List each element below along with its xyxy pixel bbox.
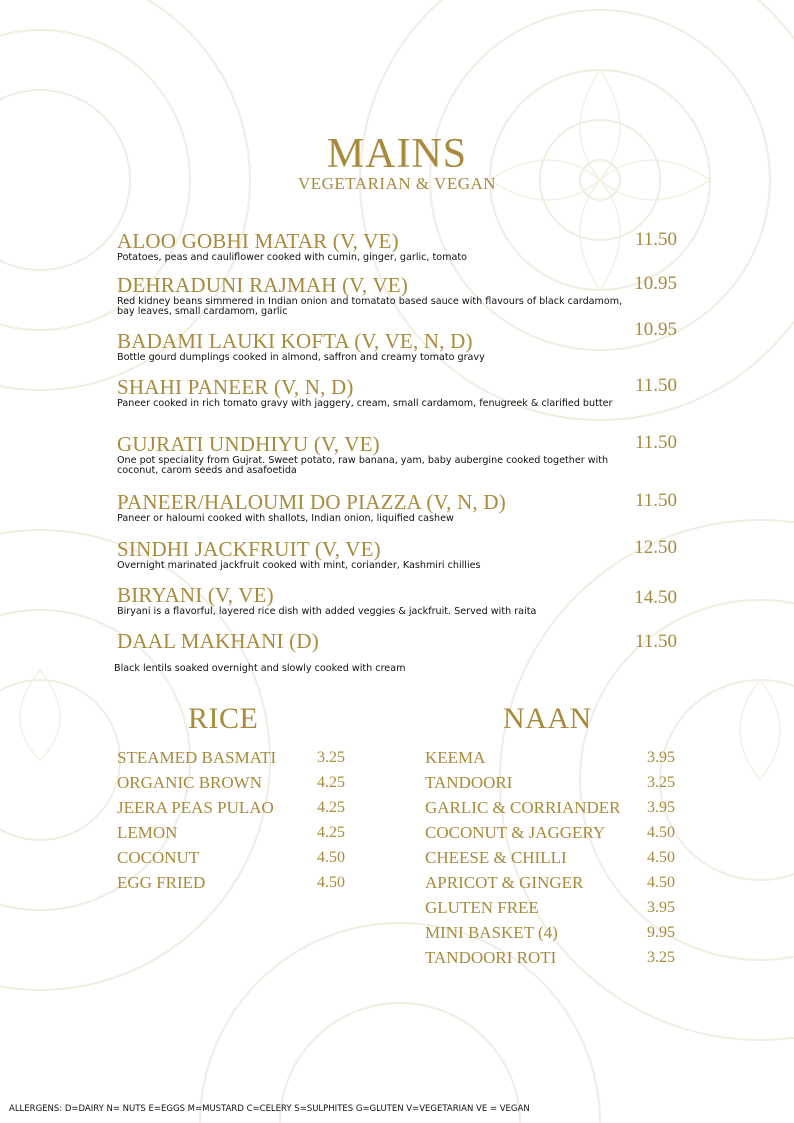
main-dish bbox=[117, 319, 677, 363]
naan-item-price: 3.95 bbox=[647, 749, 675, 766]
dish-price: 12.50 bbox=[634, 537, 677, 558]
naan-item-name: MINI BASKET (4) bbox=[425, 923, 558, 942]
rice-item-price: 4.25 bbox=[317, 824, 345, 841]
dish-name: SHAHI PANEER (V, N, D) bbox=[117, 375, 354, 399]
dish-price: 11.50 bbox=[634, 229, 677, 250]
dish-description: Bottle gourd dumplings cooked in almond, saffron and creamy tomato gravy bbox=[117, 352, 485, 363]
naan-item-price: 4.50 bbox=[647, 849, 675, 866]
naan-heading: NAAN bbox=[503, 702, 592, 735]
rice-item-price: 4.25 bbox=[317, 799, 345, 816]
rice-item-price: 4.25 bbox=[317, 774, 345, 791]
dish-price: 10.95 bbox=[634, 319, 677, 340]
main-dish bbox=[117, 229, 677, 263]
rice-item-name: STEAMED BASMATI bbox=[117, 748, 277, 767]
dish-price: 11.50 bbox=[634, 490, 677, 511]
naan-item-name: GARLIC & CORRIANDER bbox=[425, 798, 621, 817]
dish-description: One pot speciality from Gujrat. Sweet potato, raw banana, yam, baby aubergine cooked together with coconut, carom seeds and asafoetida bbox=[117, 455, 609, 476]
rice-heading: RICE bbox=[188, 702, 259, 735]
naan-item-price: 3.95 bbox=[647, 799, 675, 816]
main-dish bbox=[117, 432, 677, 476]
dish-price: 11.50 bbox=[634, 631, 677, 652]
naan-item-name: CHEESE & CHILLI bbox=[425, 848, 567, 867]
dish-name: PANEER/HALOUMI DO PIAZZA (V, N, D) bbox=[117, 490, 506, 514]
page-subtitle: VEGETARIAN & VEGAN bbox=[297, 174, 497, 193]
main-dish bbox=[117, 537, 677, 571]
dish-name: GUJRATI UNDHIYU (V, VE) bbox=[117, 432, 380, 456]
rice-item-name: LEMON bbox=[117, 823, 178, 842]
main-dish bbox=[117, 375, 677, 409]
dish-name: BIRYANI (V, VE) bbox=[117, 583, 274, 607]
rice-item-price: 3.25 bbox=[317, 749, 345, 766]
naan-item-name: APRICOT & GINGER bbox=[425, 873, 584, 892]
rice-item-price: 4.50 bbox=[317, 874, 345, 891]
naan-item-price: 3.25 bbox=[647, 774, 675, 791]
dish-description: Paneer cooked in rich tomato gravy with jaggery, cream, small cardamom, fenugreek & clarified butter bbox=[117, 398, 613, 409]
dish-name: ALOO GOBHI MATAR (V, VE) bbox=[117, 229, 399, 253]
naan-item-price: 3.95 bbox=[647, 899, 675, 916]
main-dish bbox=[117, 583, 677, 617]
dish-price: 10.95 bbox=[634, 273, 677, 294]
rice-item-name: COCONUT bbox=[117, 848, 200, 867]
dish-price: 11.50 bbox=[634, 432, 677, 453]
dish-price: 14.50 bbox=[634, 587, 677, 608]
page-title: MAINS bbox=[326, 131, 468, 177]
dish-description: Paneer or haloumi cooked with shallots, Indian onion, liquified cashew bbox=[117, 513, 454, 524]
main-dish bbox=[117, 273, 677, 317]
naan-item-name: GLUTEN FREE bbox=[425, 898, 539, 917]
dish-name: DAAL MAKHANI (D) bbox=[117, 629, 319, 653]
dish-description: Biryani is a flavorful, layered rice dish with added veggies & jackfruit. Served with raita bbox=[117, 606, 537, 617]
dish-price: 11.50 bbox=[634, 375, 677, 396]
rice-item-name: ORGANIC BROWN bbox=[117, 773, 262, 792]
rice-item-name: EGG FRIED bbox=[117, 873, 206, 892]
dish-description: Overnight marinated jackfruit cooked with mint, coriander, Kashmiri chillies bbox=[117, 560, 481, 571]
dish-name: SINDHI JACKFRUIT (V, VE) bbox=[117, 537, 381, 561]
naan-item-price: 9.95 bbox=[647, 924, 675, 941]
rice-item-price: 4.50 bbox=[317, 849, 345, 866]
dish-description: Black lentils soaked overnight and slowly cooked with cream bbox=[114, 663, 406, 674]
dish-description: Red kidney beans simmered in Indian onion and tomatato based sauce with flavours of black cardamom, bay leaves, small cardamom, garlic bbox=[117, 296, 623, 317]
rice-item-name: JEERA PEAS PULAO bbox=[117, 798, 274, 817]
main-dish bbox=[114, 629, 677, 674]
naan-item-name: KEEMA bbox=[425, 748, 486, 767]
dish-name: DEHRADUNI RAJMAH (V, VE) bbox=[117, 273, 409, 297]
naan-item-name: TANDOORI bbox=[425, 773, 513, 792]
naan-item-name: COCONUT & JAGGERY bbox=[425, 823, 606, 842]
naan-item-name: TANDOORI ROTI bbox=[425, 948, 557, 967]
dish-name: BADAMI LAUKI KOFTA (V, VE, N, D) bbox=[117, 329, 473, 353]
dish-description: Potatoes, peas and cauliflower cooked with cumin, ginger, garlic, tomato bbox=[117, 252, 468, 263]
naan-item-price: 4.50 bbox=[647, 874, 675, 891]
naan-item-price: 3.25 bbox=[647, 949, 675, 966]
main-dish bbox=[117, 490, 677, 524]
naan-item-price: 4.50 bbox=[647, 824, 675, 841]
allergens-legend: ALLERGENS: D=DAIRY N= NUTS E=EGGS M=MUSTARD C=CELERY S=SULPHITES G=GLUTEN V=VEGETARIAN VE = VEGAN bbox=[9, 1104, 530, 1114]
